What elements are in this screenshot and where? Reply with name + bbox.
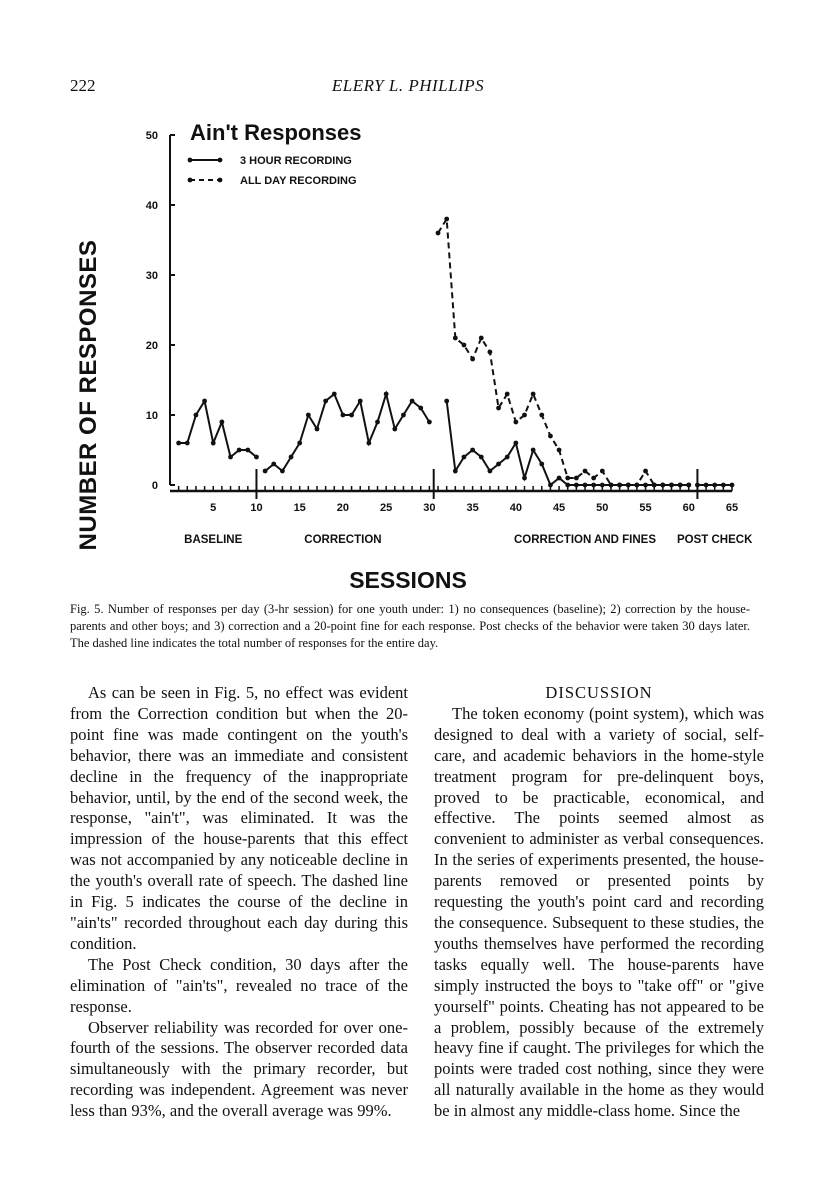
data-point — [358, 399, 363, 404]
data-point — [565, 483, 570, 488]
data-point — [574, 476, 579, 481]
data-point — [444, 399, 449, 404]
data-point — [583, 483, 588, 488]
data-point — [643, 483, 648, 488]
data-point — [488, 469, 493, 474]
data-point — [660, 483, 665, 488]
data-point — [513, 441, 518, 446]
data-point — [375, 420, 380, 425]
x-tick-label: 55 — [639, 502, 652, 514]
data-point — [470, 357, 475, 362]
data-point — [237, 448, 242, 453]
data-point — [548, 483, 553, 488]
data-point — [194, 413, 199, 418]
y-tick-label: 10 — [145, 410, 158, 422]
data-point — [176, 441, 181, 446]
page-number: 222 — [70, 76, 96, 95]
data-point — [565, 476, 570, 481]
data-point — [211, 441, 216, 446]
data-point — [643, 469, 648, 474]
data-point — [557, 476, 562, 481]
x-tick-label: 40 — [509, 502, 522, 514]
data-point — [410, 399, 415, 404]
data-point — [401, 413, 406, 418]
page-header — [70, 76, 746, 100]
data-point — [686, 483, 691, 488]
running-head: ELERY L. PHILLIPS — [331, 76, 485, 95]
x-tick-label: 15 — [293, 502, 306, 514]
data-point — [228, 455, 233, 460]
x-tick-label: 30 — [423, 502, 436, 514]
figure-caption: Fig. 5. Number of responses per day (3-hr session) for one youth under: 1) no consequences (baseline); 2) correction by the house-parents and other boys; and 3) correction and a 20-point fine for each response. Post checks of the behavior were taken 30 days later. The dashed line indicates the total number of responses for the entire day. — [70, 602, 750, 650]
series-3-hour-line — [179, 401, 257, 457]
data-point — [539, 462, 544, 467]
data-point — [617, 483, 622, 488]
legend-label: 3 HOUR RECORDING — [240, 155, 352, 167]
data-point — [522, 413, 527, 418]
legend-marker — [218, 178, 223, 183]
x-tick-label: 35 — [466, 502, 479, 514]
data-point — [600, 483, 605, 488]
y-axis-label: NUMBER OF RESPONSES — [75, 239, 102, 551]
x-tick-label: 65 — [725, 502, 739, 514]
data-point — [392, 427, 397, 432]
data-point — [513, 420, 518, 425]
data-point — [384, 392, 389, 397]
data-point — [591, 483, 596, 488]
body-paragraph: The token economy (point system), which was designed to deal with a variety of social, self-care, and academic behaviors in the home-style treatment program for pre-delinquent boys, proved to be practicable, economical, and effective. The points seemed almost as convenient to administer as verbal consequences. In the series of experiments presented, the house-parents removed or presented points by requesting the youth's point card and recording the consequence. Subsequent to these studies, the youths themselves have performed the recording tasks equally well. The house-parents have simply instructed the boys to "take off" or "give yourself" points. Cheating has not appeared to be a problem, possibly because of the extremely heavy fine if caught. The privileges for which the points were traded cost nothing, since they were all naturally available in the home as they would be in almost any middle-class home. Since the — [434, 703, 764, 1121]
data-point — [505, 455, 510, 460]
data-point — [444, 217, 449, 222]
data-point — [557, 448, 562, 453]
data-point — [289, 455, 294, 460]
legend-label: ALL DAY RECORDING — [240, 175, 357, 187]
data-point — [669, 483, 674, 488]
phase-label: CORRECTION AND FINES — [513, 534, 657, 546]
data-point — [505, 392, 510, 397]
data-point — [522, 476, 527, 481]
chart-legend — [188, 155, 357, 187]
data-point — [479, 455, 484, 460]
series-3-hour-line — [265, 394, 429, 471]
data-point — [548, 434, 553, 439]
data-point — [531, 392, 536, 397]
x-axis-label: SESSIONS — [349, 567, 467, 593]
legend-marker — [188, 178, 193, 183]
data-point — [496, 462, 501, 467]
right-column — [434, 683, 764, 1122]
data-point — [315, 427, 320, 432]
y-tick-label: 0 — [151, 480, 158, 492]
x-tick-label: 20 — [336, 502, 350, 514]
data-point — [453, 336, 458, 341]
data-point — [539, 413, 544, 418]
data-point — [704, 483, 709, 488]
data-point — [470, 448, 475, 453]
data-point — [427, 420, 432, 425]
data-point — [609, 483, 614, 488]
data-point — [574, 483, 579, 488]
y-tick-label: 30 — [145, 270, 158, 282]
data-point — [712, 483, 717, 488]
data-point — [462, 343, 467, 348]
x-tick-label: 60 — [682, 502, 695, 514]
data-point — [306, 413, 311, 418]
body-paragraph: The Post Check condition, 30 days after the elimination of "ain'ts", revealed no trace of the response. — [70, 954, 408, 1016]
data-point — [245, 448, 250, 453]
body-paragraph: Observer reliability was recorded for over one-fourth of the sessions. The observer recorded data simultaneously with the primary recorder, but recording was independent. Agreement was never less than 93%, and the overall average was 99%. — [70, 1017, 408, 1121]
data-point — [366, 441, 371, 446]
data-point — [626, 483, 631, 488]
data-point — [418, 406, 423, 411]
data-point — [436, 231, 441, 236]
data-point — [263, 469, 268, 474]
series-3-hour-line — [447, 401, 689, 485]
data-point — [280, 469, 285, 474]
data-point — [271, 462, 276, 467]
data-point — [678, 483, 683, 488]
left-column — [70, 683, 408, 1122]
data-point — [531, 448, 536, 453]
phase-label: POST CHECK — [677, 534, 753, 546]
data-point — [479, 336, 484, 341]
data-point — [721, 483, 726, 488]
data-point — [591, 476, 596, 481]
data-point — [462, 455, 467, 460]
phase-label: CORRECTION — [304, 534, 382, 546]
series-all-day-line — [438, 219, 689, 485]
y-tick-label: 50 — [145, 130, 158, 142]
chart-title: Ain't Responses — [190, 120, 362, 145]
data-point — [341, 413, 346, 418]
data-point — [453, 469, 458, 474]
y-tick-label: 40 — [145, 200, 158, 212]
data-point — [297, 441, 302, 446]
figure-5-chart — [60, 110, 770, 600]
phase-label: BASELINE — [184, 534, 243, 546]
data-point — [185, 441, 190, 446]
data-point — [254, 455, 259, 460]
x-tick-label: 45 — [552, 502, 566, 514]
section-heading: DISCUSSION — [545, 683, 653, 702]
data-point — [730, 483, 735, 488]
data-point — [583, 469, 588, 474]
data-point — [496, 406, 501, 411]
data-point — [600, 469, 605, 474]
x-tick-label: 25 — [380, 502, 393, 514]
x-tick-label: 10 — [250, 502, 263, 514]
body-paragraph: As can be seen in Fig. 5, no effect was evident from the Correction condition but when the 20-point fine was made contingent on the youth's behavior, there was an immediate and consistent decline in the frequency of the inappropriate behavior, until, by the end of the second week, the response, "ain't", was eliminated. It was the impression of the house-parents that this effect was not accompanied by any noticeable decline in the youth's overall rate of speech. The dashed line in Fig. 5 indicates the course of the decline in "ain'ts" recorded throughout each day during this condition. — [70, 683, 408, 953]
legend-marker — [218, 158, 223, 163]
data-point — [202, 399, 207, 404]
data-point — [349, 413, 354, 418]
data-point — [323, 399, 328, 404]
x-tick-label: 50 — [596, 502, 609, 514]
data-point — [652, 483, 657, 488]
y-tick-label: 20 — [145, 340, 158, 352]
data-point — [332, 392, 337, 397]
x-tick-label: 5 — [210, 502, 217, 514]
data-point — [219, 420, 224, 425]
data-point — [634, 483, 639, 488]
data-point — [695, 483, 700, 488]
legend-marker — [188, 158, 193, 163]
data-point — [488, 350, 493, 355]
